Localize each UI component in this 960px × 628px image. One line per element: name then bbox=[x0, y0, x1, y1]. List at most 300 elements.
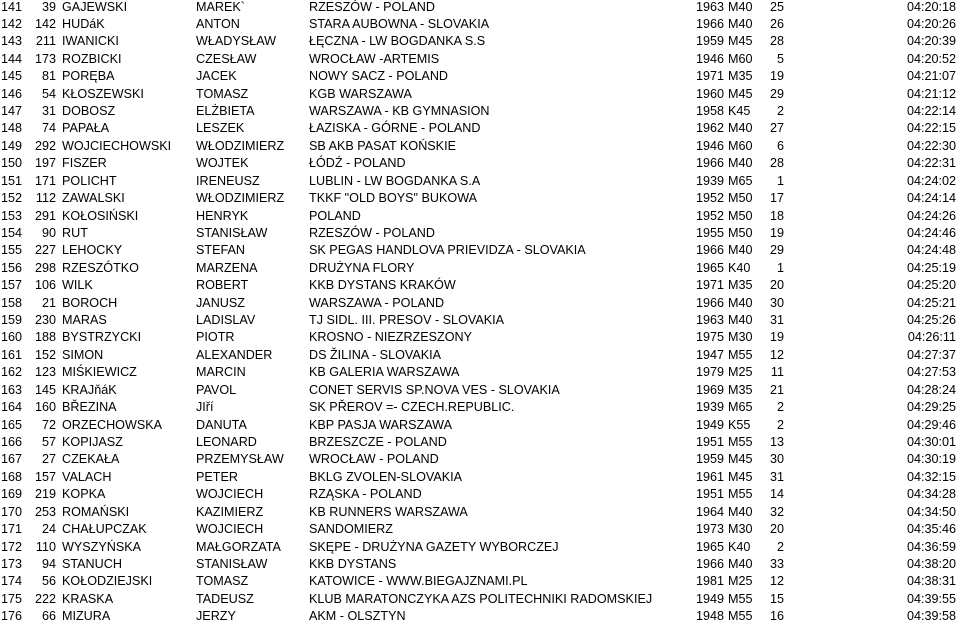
club-cell: SKĘPE - DRUŻYNA GAZETY WYBORCZEJ bbox=[309, 539, 559, 554]
bib-number-cell: 152 bbox=[34, 347, 56, 362]
place-cell: 150 bbox=[0, 156, 22, 171]
place-cell: 152 bbox=[0, 191, 22, 206]
bib-number-cell: 72 bbox=[41, 417, 56, 432]
result-row bbox=[0, 33, 960, 50]
place-cell: 155 bbox=[0, 243, 22, 258]
birth-year-cell: 1963 bbox=[695, 313, 724, 328]
finish-time-cell: 04:22:14 bbox=[906, 104, 956, 119]
club-cell: NOWY SACZ - POLAND bbox=[309, 69, 449, 84]
place-cell: 151 bbox=[0, 173, 22, 188]
birth-year-cell: 1939 bbox=[695, 173, 724, 188]
club-cell: KKB DYSTANS KRAKÓW bbox=[309, 278, 456, 293]
category-place-cell: 15 bbox=[769, 591, 784, 606]
club-cell: STARA AUBOWNA - SLOVAKIA bbox=[309, 16, 490, 31]
club-cell: SB AKB PASAT KOŃSKIE bbox=[309, 138, 456, 153]
first-name-cell: IRENEUSZ bbox=[196, 173, 260, 188]
first-name-cell: LEONARD bbox=[196, 435, 257, 449]
last-name-cell: MARAS bbox=[62, 313, 107, 328]
finish-time-cell: 04:26:11 bbox=[907, 330, 956, 345]
club-cell: BRZESZCZE - POLAND bbox=[309, 435, 447, 449]
place-cell: 172 bbox=[0, 539, 22, 554]
category-place-cell: 16 bbox=[769, 609, 784, 624]
first-name-cell: HENRYK bbox=[196, 208, 249, 223]
result-row bbox=[0, 173, 960, 190]
category-cell: M30 bbox=[728, 522, 753, 537]
last-name-cell: POLICHT bbox=[62, 173, 117, 188]
category-place-cell: 2 bbox=[776, 104, 784, 119]
result-row bbox=[0, 573, 960, 590]
category-place-cell: 2 bbox=[776, 539, 784, 554]
club-cell: DS ŽILINA - SLOVAKIA bbox=[309, 347, 442, 362]
first-name-cell: PAVOL bbox=[196, 382, 237, 397]
last-name-cell: VALACH bbox=[62, 469, 112, 484]
birth-year-cell: 1966 bbox=[695, 156, 724, 171]
club-cell: ŁAZISKA - GÓRNE - POLAND bbox=[309, 121, 481, 136]
result-row bbox=[0, 364, 960, 381]
last-name-cell: CZEKAŁA bbox=[62, 452, 120, 467]
place-cell: 176 bbox=[0, 609, 22, 624]
birth-year-cell: 1973 bbox=[695, 522, 724, 537]
bib-number-cell: 227 bbox=[34, 243, 56, 258]
first-name-cell: PRZEMYSŁAW bbox=[196, 452, 284, 467]
birth-year-cell: 1966 bbox=[695, 16, 724, 31]
result-row bbox=[0, 208, 960, 225]
bib-number-cell: 211 bbox=[35, 34, 56, 49]
finish-time-cell: 04:24:26 bbox=[906, 208, 956, 223]
finish-time-cell: 04:21:12 bbox=[906, 86, 956, 101]
first-name-cell: MAŁGORZATA bbox=[196, 539, 281, 554]
birth-year-cell: 1979 bbox=[695, 365, 724, 380]
birth-year-cell: 1971 bbox=[695, 69, 724, 84]
finish-time-cell: 04:25:19 bbox=[906, 260, 956, 275]
result-row bbox=[0, 556, 960, 573]
finish-time-cell: 04:20:18 bbox=[906, 0, 956, 14]
finish-time-cell: 04:28:24 bbox=[906, 382, 956, 397]
place-cell: 175 bbox=[0, 591, 22, 606]
finish-time-cell: 04:35:46 bbox=[906, 522, 956, 537]
category-place-cell: 12 bbox=[769, 347, 784, 362]
last-name-cell: HUDáK bbox=[62, 16, 105, 31]
club-cell: KLUB MARATONCZYKA AZS POLITECHNIKI RADOMSKIEJ bbox=[309, 591, 653, 606]
finish-time-cell: 04:36:59 bbox=[906, 539, 956, 554]
first-name-cell: STANISŁAW bbox=[196, 556, 268, 571]
category-cell: M40 bbox=[728, 243, 753, 258]
finish-time-cell: 04:39:58 bbox=[906, 609, 956, 624]
first-name-cell: JIří bbox=[196, 400, 214, 415]
category-cell: M50 bbox=[728, 225, 753, 240]
category-place-cell: 30 bbox=[769, 452, 784, 467]
birth-year-cell: 1966 bbox=[695, 295, 724, 310]
last-name-cell: FISZER bbox=[62, 156, 107, 171]
category-place-cell: 19 bbox=[769, 69, 784, 84]
place-cell: 144 bbox=[0, 51, 22, 66]
category-cell: M25 bbox=[728, 574, 753, 589]
result-row bbox=[0, 451, 960, 468]
category-cell: M35 bbox=[728, 278, 753, 293]
club-cell: WARSZAWA - KB GYMNASION bbox=[309, 104, 490, 119]
club-cell: KB RUNNERS WARSZAWA bbox=[309, 504, 468, 519]
finish-time-cell: 04:25:20 bbox=[906, 278, 956, 293]
category-place-cell: 19 bbox=[769, 330, 784, 345]
finish-time-cell: 04:29:46 bbox=[906, 417, 956, 432]
last-name-cell: WOJCIECHOWSKI bbox=[62, 138, 172, 153]
category-cell: M40 bbox=[728, 295, 753, 310]
category-cell: M45 bbox=[728, 34, 753, 49]
category-cell: M40 bbox=[728, 313, 753, 328]
first-name-cell: ELŻBIETA bbox=[196, 104, 255, 119]
category-cell: M65 bbox=[728, 400, 753, 415]
category-cell: M40 bbox=[728, 556, 753, 571]
bib-number-cell: 24 bbox=[41, 522, 56, 537]
first-name-cell: CZESŁAW bbox=[196, 51, 257, 66]
result-row bbox=[0, 120, 960, 137]
first-name-cell: STEFAN bbox=[196, 243, 245, 258]
last-name-cell: KŁOSZEWSKI bbox=[62, 86, 144, 101]
result-row bbox=[0, 260, 960, 277]
result-row bbox=[0, 68, 960, 85]
finish-time-cell: 04:22:30 bbox=[906, 138, 956, 153]
place-cell: 149 bbox=[0, 138, 22, 153]
bib-number-cell: 110 bbox=[35, 539, 56, 554]
category-place-cell: 29 bbox=[769, 243, 784, 258]
club-cell: RZESZÓW - POLAND bbox=[309, 0, 435, 14]
last-name-cell: ROMAŃSKI bbox=[62, 504, 130, 519]
first-name-cell: STANISŁAW bbox=[196, 225, 268, 240]
place-cell: 173 bbox=[0, 556, 22, 571]
place-cell: 153 bbox=[0, 208, 22, 223]
category-place-cell: 19 bbox=[769, 225, 784, 240]
category-cell: M55 bbox=[728, 609, 753, 624]
bib-number-cell: 21 bbox=[41, 295, 56, 310]
last-name-cell: DOBOSZ bbox=[62, 104, 116, 119]
birth-year-cell: 1949 bbox=[695, 591, 724, 606]
club-cell: RZĄSKA - POLAND bbox=[309, 487, 422, 502]
category-place-cell: 20 bbox=[769, 522, 784, 537]
category-cell: M60 bbox=[728, 138, 753, 153]
bib-number-cell: 298 bbox=[34, 260, 56, 275]
first-name-cell: LADISLAV bbox=[196, 313, 256, 328]
place-cell: 163 bbox=[0, 382, 22, 397]
result-row bbox=[0, 16, 960, 33]
bib-number-cell: 54 bbox=[41, 86, 56, 101]
first-name-cell: WOJTEK bbox=[196, 156, 249, 171]
birth-year-cell: 1965 bbox=[695, 539, 724, 554]
last-name-cell: ZAWALSKI bbox=[62, 191, 125, 206]
place-cell: 168 bbox=[0, 469, 22, 484]
category-cell: M35 bbox=[728, 69, 753, 84]
finish-time-cell: 04:20:26 bbox=[906, 16, 956, 31]
category-place-cell: 25 bbox=[769, 0, 784, 14]
category-cell: M40 bbox=[728, 0, 753, 14]
category-cell: M40 bbox=[728, 156, 753, 171]
club-cell: ŁĘCZNA - LW BOGDANKA S.S bbox=[309, 34, 486, 49]
club-cell: TKKF "OLD BOYS" BUKOWA bbox=[309, 191, 478, 206]
bib-number-cell: 171 bbox=[34, 173, 56, 188]
finish-time-cell: 04:38:31 bbox=[906, 574, 956, 589]
finish-time-cell: 04:24:46 bbox=[906, 225, 956, 240]
result-row bbox=[0, 190, 960, 207]
last-name-cell: MIŚKIEWICZ bbox=[62, 365, 137, 380]
first-name-cell: TADEUSZ bbox=[196, 591, 254, 606]
category-cell: M45 bbox=[728, 452, 753, 467]
last-name-cell: BŘEZINA bbox=[62, 400, 117, 415]
birth-year-cell: 1959 bbox=[695, 452, 724, 467]
birth-year-cell: 1946 bbox=[695, 138, 724, 153]
result-row bbox=[0, 486, 960, 503]
result-row bbox=[0, 608, 960, 625]
place-cell: 164 bbox=[0, 400, 22, 415]
place-cell: 141 bbox=[0, 0, 22, 14]
result-row bbox=[0, 469, 960, 486]
place-cell: 166 bbox=[0, 435, 22, 449]
category-cell: M25 bbox=[728, 365, 753, 380]
category-cell: M45 bbox=[728, 86, 753, 101]
finish-time-cell: 04:27:53 bbox=[906, 365, 956, 380]
birth-year-cell: 1952 bbox=[695, 191, 724, 206]
birth-year-cell: 1948 bbox=[695, 609, 724, 624]
category-cell: M55 bbox=[728, 487, 753, 502]
category-place-cell: 29 bbox=[769, 86, 784, 101]
last-name-cell: RUT bbox=[62, 225, 88, 240]
category-cell: M60 bbox=[728, 51, 753, 66]
bib-number-cell: 173 bbox=[34, 51, 56, 66]
birth-year-cell: 1961 bbox=[695, 469, 724, 484]
first-name-cell: PETER bbox=[196, 469, 238, 484]
finish-time-cell: 04:24:48 bbox=[906, 243, 956, 258]
result-row bbox=[0, 225, 960, 242]
bib-number-cell: 39 bbox=[41, 0, 56, 14]
birth-year-cell: 1939 bbox=[695, 400, 724, 415]
place-cell: 169 bbox=[0, 487, 22, 502]
category-cell: M55 bbox=[728, 591, 753, 606]
finish-time-cell: 04:34:50 bbox=[906, 504, 956, 519]
place-cell: 167 bbox=[0, 452, 22, 467]
place-cell: 145 bbox=[0, 69, 22, 84]
category-cell: K40 bbox=[728, 260, 751, 275]
last-name-cell: RZESZÓTKO bbox=[62, 260, 139, 275]
first-name-cell: MARCIN bbox=[196, 365, 246, 380]
bib-number-cell: 74 bbox=[41, 121, 56, 136]
club-cell: KBP PASJA WARSZAWA bbox=[309, 417, 452, 432]
bib-number-cell: 197 bbox=[34, 156, 56, 171]
category-place-cell: 31 bbox=[769, 313, 784, 328]
finish-time-cell: 04:34:28 bbox=[906, 487, 956, 502]
birth-year-cell: 1949 bbox=[695, 417, 724, 432]
category-place-cell: 33 bbox=[769, 556, 784, 571]
result-row bbox=[0, 382, 960, 399]
finish-time-cell: 04:24:02 bbox=[906, 173, 956, 188]
club-cell: AKM - OLSZTYN bbox=[309, 609, 406, 624]
category-place-cell: 20 bbox=[769, 278, 784, 293]
finish-time-cell: 04:21:07 bbox=[906, 69, 956, 84]
birth-year-cell: 1963 bbox=[695, 0, 724, 14]
result-row bbox=[0, 155, 960, 172]
result-row bbox=[0, 347, 960, 364]
club-cell: SK PEGAS HANDLOVA PRIEVIDZA - SLOVAKIA bbox=[309, 243, 586, 258]
place-cell: 156 bbox=[0, 260, 22, 275]
last-name-cell: BOROCH bbox=[62, 295, 118, 310]
bib-number-cell: 292 bbox=[34, 138, 56, 153]
bib-number-cell: 27 bbox=[41, 452, 56, 467]
birth-year-cell: 1947 bbox=[695, 347, 724, 362]
bib-number-cell: 145 bbox=[34, 382, 56, 397]
finish-time-cell: 04:30:01 bbox=[906, 435, 956, 449]
category-cell: M50 bbox=[728, 208, 753, 223]
result-row bbox=[0, 591, 960, 608]
last-name-cell: GAJEWSKI bbox=[62, 0, 128, 14]
last-name-cell: KOPKA bbox=[62, 487, 106, 502]
first-name-cell: MARZENA bbox=[196, 260, 258, 275]
category-place-cell: 1 bbox=[776, 260, 784, 275]
bib-number-cell: 112 bbox=[35, 191, 56, 206]
place-cell: 170 bbox=[0, 504, 22, 519]
place-cell: 146 bbox=[0, 86, 22, 101]
club-cell: KATOWICE - WWW.BIEGAJZNAMI.PL bbox=[309, 574, 528, 589]
finish-time-cell: 04:25:26 bbox=[906, 313, 956, 328]
bib-number-cell: 219 bbox=[34, 487, 56, 502]
result-row bbox=[0, 103, 960, 120]
club-cell: KGB WARSZAWA bbox=[309, 86, 412, 101]
category-place-cell: 17 bbox=[769, 191, 784, 206]
bib-number-cell: 230 bbox=[34, 313, 56, 328]
finish-time-cell: 04:27:37 bbox=[906, 347, 956, 362]
bib-number-cell: 31 bbox=[41, 104, 56, 119]
category-place-cell: 11 bbox=[770, 365, 784, 380]
category-cell: M55 bbox=[728, 347, 753, 362]
place-cell: 160 bbox=[0, 330, 22, 345]
place-cell: 157 bbox=[0, 278, 22, 293]
category-place-cell: 18 bbox=[769, 208, 784, 223]
category-place-cell: 32 bbox=[769, 504, 784, 519]
place-cell: 147 bbox=[0, 104, 22, 119]
club-cell: KROSNO - NIEZRZESZONY bbox=[309, 330, 473, 345]
birth-year-cell: 1971 bbox=[695, 278, 724, 293]
result-row bbox=[0, 329, 960, 346]
bib-number-cell: 57 bbox=[41, 435, 56, 449]
category-place-cell: 26 bbox=[769, 16, 784, 31]
first-name-cell: TOMASZ bbox=[196, 574, 249, 589]
category-place-cell: 21 bbox=[769, 382, 784, 397]
category-place-cell: 30 bbox=[769, 295, 784, 310]
place-cell: 148 bbox=[0, 121, 22, 136]
club-cell: WROCŁAW - POLAND bbox=[309, 452, 439, 467]
bib-number-cell: 188 bbox=[34, 330, 56, 345]
birth-year-cell: 1966 bbox=[695, 556, 724, 571]
result-row bbox=[0, 277, 960, 294]
club-cell: KKB DYSTANS bbox=[309, 556, 397, 571]
last-name-cell: KOPIJASZ bbox=[62, 435, 123, 449]
birth-year-cell: 1960 bbox=[695, 86, 724, 101]
place-cell: 162 bbox=[0, 365, 22, 380]
birth-year-cell: 1964 bbox=[695, 504, 724, 519]
category-cell: M35 bbox=[728, 382, 753, 397]
category-place-cell: 6 bbox=[776, 138, 784, 153]
place-cell: 165 bbox=[0, 417, 22, 432]
club-cell: CONET SERVIS SP.NOVA VES - SLOVAKIA bbox=[309, 382, 560, 397]
result-row bbox=[0, 295, 960, 312]
last-name-cell: KOŁODZIEJSKI bbox=[62, 574, 153, 589]
bib-number-cell: 123 bbox=[34, 365, 56, 380]
last-name-cell: PAPAŁA bbox=[62, 121, 110, 136]
birth-year-cell: 1946 bbox=[695, 51, 724, 66]
club-cell: DRUŻYNA FLORY bbox=[309, 260, 415, 275]
category-place-cell: 28 bbox=[769, 156, 784, 171]
finish-time-cell: 04:38:20 bbox=[906, 556, 956, 571]
finish-time-cell: 04:32:15 bbox=[906, 469, 956, 484]
club-cell: KB GALERIA WARSZAWA bbox=[309, 365, 460, 380]
category-place-cell: 27 bbox=[769, 121, 784, 136]
birth-year-cell: 1958 bbox=[695, 104, 724, 119]
birth-year-cell: 1952 bbox=[695, 208, 724, 223]
category-place-cell: 31 bbox=[769, 469, 784, 484]
first-name-cell: JANUSZ bbox=[196, 295, 245, 310]
first-name-cell: JACEK bbox=[196, 69, 237, 84]
club-cell: POLAND bbox=[309, 208, 361, 223]
category-cell: M40 bbox=[728, 504, 753, 519]
club-cell: BKLG ZVOLEN-SLOVAKIA bbox=[309, 469, 463, 484]
last-name-cell: WYSZYŃSKA bbox=[62, 539, 142, 554]
birth-year-cell: 1962 bbox=[695, 121, 724, 136]
finish-time-cell: 04:24:14 bbox=[906, 191, 956, 206]
first-name-cell: WOJCIECH bbox=[196, 487, 264, 502]
place-cell: 171 bbox=[0, 522, 22, 537]
last-name-cell: LEHOCKY bbox=[62, 243, 123, 258]
result-row bbox=[0, 0, 960, 16]
last-name-cell: IWANICKI bbox=[62, 34, 119, 49]
last-name-cell: CHAŁUPCZAK bbox=[62, 522, 147, 537]
category-cell: K55 bbox=[728, 417, 751, 432]
last-name-cell: MIZURA bbox=[62, 609, 111, 624]
first-name-cell: ANTON bbox=[196, 16, 240, 31]
bib-number-cell: 106 bbox=[34, 278, 56, 293]
last-name-cell: KOŁOSIŃSKI bbox=[62, 208, 139, 223]
result-row bbox=[0, 138, 960, 155]
first-name-cell: MAREK` bbox=[196, 0, 245, 14]
finish-time-cell: 04:39:55 bbox=[906, 591, 956, 606]
club-cell: WARSZAWA - POLAND bbox=[309, 295, 445, 310]
birth-year-cell: 1981 bbox=[695, 574, 724, 589]
result-row bbox=[0, 242, 960, 259]
place-cell: 143 bbox=[0, 34, 22, 49]
birth-year-cell: 1965 bbox=[695, 260, 724, 275]
bib-number-cell: 160 bbox=[34, 400, 56, 415]
last-name-cell: ROZBICKI bbox=[62, 51, 122, 66]
place-cell: 161 bbox=[0, 347, 22, 362]
last-name-cell: KRAJňáK bbox=[62, 382, 117, 397]
last-name-cell: STANUCH bbox=[62, 556, 122, 571]
first-name-cell: WŁADYSŁAW bbox=[196, 34, 277, 49]
first-name-cell: LESZEK bbox=[196, 121, 245, 136]
club-cell: TJ SIDL. III. PRESOV - SLOVAKIA bbox=[309, 313, 505, 328]
first-name-cell: PIOTR bbox=[196, 330, 235, 345]
finish-time-cell: 04:22:31 bbox=[906, 156, 956, 171]
category-cell: M55 bbox=[728, 435, 753, 449]
category-cell: K40 bbox=[728, 539, 751, 554]
category-place-cell: 2 bbox=[776, 400, 784, 415]
category-place-cell: 2 bbox=[776, 417, 784, 432]
birth-year-cell: 1951 bbox=[695, 487, 724, 502]
finish-time-cell: 04:20:52 bbox=[906, 51, 956, 66]
birth-year-cell: 1951 bbox=[695, 435, 724, 449]
category-cell: M45 bbox=[728, 469, 753, 484]
category-cell: K45 bbox=[728, 104, 751, 119]
first-name-cell: TOMASZ bbox=[196, 86, 249, 101]
club-cell: LUBLIN - LW BOGDANKA S.A bbox=[309, 173, 481, 188]
result-row bbox=[0, 51, 960, 68]
category-place-cell: 1 bbox=[776, 173, 784, 188]
club-cell: WROCŁAW -ARTEMIS bbox=[309, 51, 440, 66]
first-name-cell: WŁODZIMIERZ bbox=[196, 138, 285, 153]
